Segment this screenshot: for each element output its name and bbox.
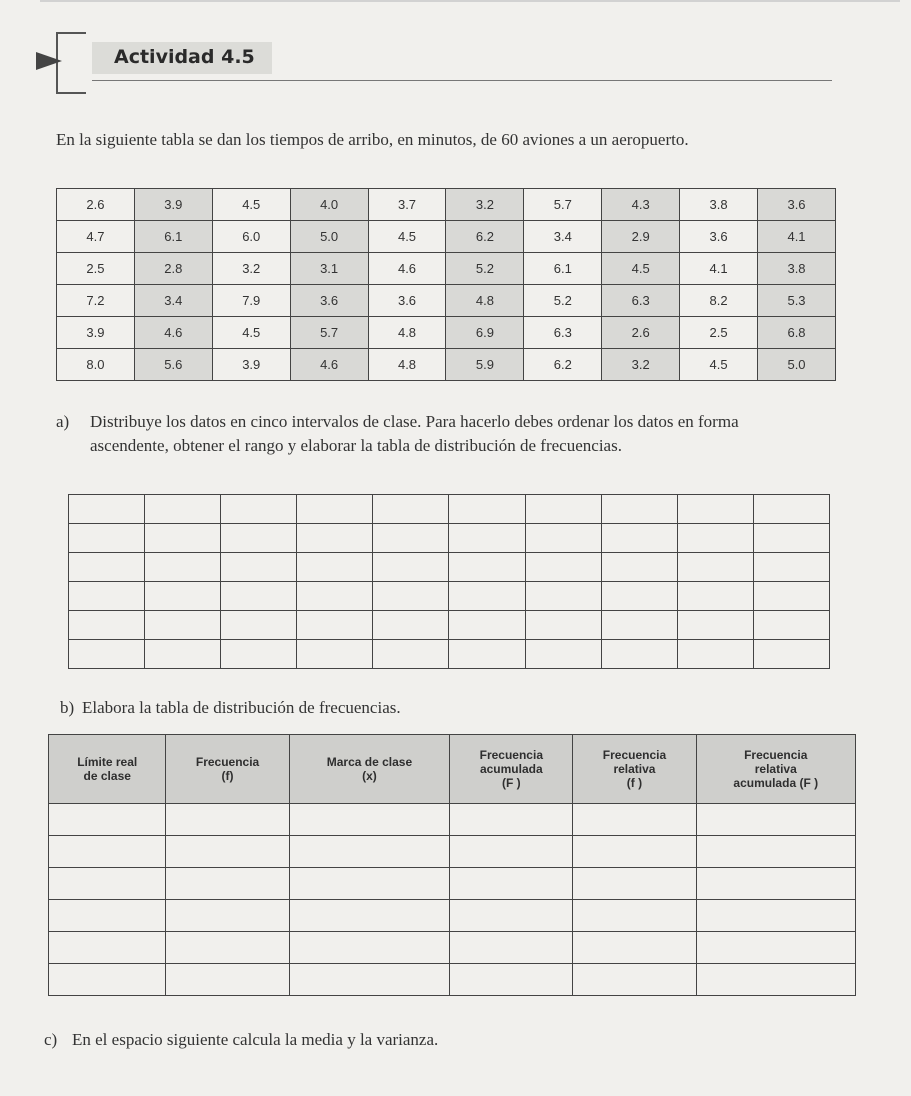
freq-cell[interactable] — [573, 804, 696, 836]
blank-cell[interactable] — [677, 524, 753, 553]
freq-header-line: Frecuencia — [479, 748, 543, 762]
blank-cell[interactable] — [753, 611, 829, 640]
blank-cell[interactable] — [373, 582, 449, 611]
freq-cell[interactable] — [696, 932, 855, 964]
blank-cell[interactable] — [601, 611, 677, 640]
data-cell: 3.4 — [134, 285, 212, 317]
data-cell: 4.3 — [602, 189, 680, 221]
data-cell: 4.8 — [368, 317, 446, 349]
blank-cell[interactable] — [297, 524, 373, 553]
blank-cell[interactable] — [69, 611, 145, 640]
data-cell: 4.5 — [680, 349, 758, 381]
data-row — [57, 317, 836, 349]
data-cell: 4.5 — [212, 189, 290, 221]
freq-cell[interactable] — [696, 964, 855, 996]
freq-cell[interactable] — [696, 868, 855, 900]
blank-cell[interactable] — [449, 582, 525, 611]
freq-cell[interactable] — [573, 836, 696, 868]
freq-header-cell — [289, 735, 450, 804]
data-cell: 4.6 — [134, 317, 212, 349]
freq-cell[interactable] — [289, 964, 450, 996]
data-cell: 8.2 — [680, 285, 758, 317]
frequency-header-row — [49, 735, 856, 804]
blank-cell[interactable] — [221, 524, 297, 553]
blank-row — [69, 640, 830, 669]
blank-cell[interactable] — [373, 524, 449, 553]
blank-cell[interactable] — [373, 611, 449, 640]
blank-cell[interactable] — [525, 524, 601, 553]
freq-header-line: Frecuencia — [602, 748, 667, 762]
part-a-line-2: ascendente, obtener el rango y elaborar la tabla de distribución de frecuencias. — [90, 436, 622, 455]
data-cell: 5.3 — [758, 285, 836, 317]
data-cell: 3.9 — [212, 349, 290, 381]
blank-cell[interactable] — [753, 524, 829, 553]
blank-cell[interactable] — [297, 495, 373, 524]
freq-cell[interactable] — [289, 932, 450, 964]
blank-cell[interactable] — [69, 640, 145, 669]
blank-cell[interactable] — [373, 495, 449, 524]
data-cell: 4.8 — [368, 349, 446, 381]
blank-cell[interactable] — [601, 524, 677, 553]
data-cell: 4.5 — [602, 253, 680, 285]
data-cell: 7.9 — [212, 285, 290, 317]
freq-header-line: Marca de clase — [326, 755, 413, 769]
activity-title: Actividad 4.5 — [114, 46, 255, 68]
data-cell: 4.0 — [290, 189, 368, 221]
freq-header-cell — [49, 735, 166, 804]
blank-cell[interactable] — [525, 611, 601, 640]
freq-cell[interactable] — [573, 964, 696, 996]
data-cell: 3.8 — [680, 189, 758, 221]
freq-cell[interactable] — [289, 900, 450, 932]
freq-cell[interactable] — [450, 868, 573, 900]
blank-row — [69, 611, 830, 640]
blank-cell[interactable] — [221, 495, 297, 524]
data-cell: 6.3 — [602, 285, 680, 317]
data-row — [57, 349, 836, 381]
blank-cell[interactable] — [373, 553, 449, 582]
blank-cell[interactable] — [677, 640, 753, 669]
data-cell: 4.1 — [758, 221, 836, 253]
freq-cell[interactable] — [289, 868, 450, 900]
data-cell: 4.5 — [212, 317, 290, 349]
data-cell: 4.8 — [446, 285, 524, 317]
freq-cell[interactable] — [450, 900, 573, 932]
blank-cell[interactable] — [677, 611, 753, 640]
data-cell: 5.7 — [290, 317, 368, 349]
freq-cell[interactable] — [166, 868, 289, 900]
blank-row — [69, 553, 830, 582]
data-cell: 6.3 — [524, 317, 602, 349]
data-cell: 6.1 — [524, 253, 602, 285]
blank-cell[interactable] — [449, 524, 525, 553]
freq-header-cell — [696, 735, 855, 804]
freq-cell[interactable] — [573, 900, 696, 932]
data-cell: 6.0 — [212, 221, 290, 253]
data-cell: 3.9 — [134, 189, 212, 221]
blank-cell[interactable] — [677, 495, 753, 524]
data-cell: 2.6 — [602, 317, 680, 349]
freq-row — [49, 964, 856, 996]
blank-cell[interactable] — [145, 640, 221, 669]
freq-header-line: de clase — [83, 769, 131, 783]
data-cell: 3.6 — [758, 189, 836, 221]
blank-cell[interactable] — [69, 524, 145, 553]
data-cell: 4.6 — [368, 253, 446, 285]
data-row — [57, 253, 836, 285]
freq-header-line: Frecuencia — [195, 755, 260, 769]
part-b-label: b) — [60, 698, 75, 717]
freq-row — [49, 868, 856, 900]
frequency-table[interactable] — [48, 734, 856, 996]
freq-cell[interactable] — [49, 932, 166, 964]
data-cell: 5.2 — [524, 285, 602, 317]
freq-row — [49, 836, 856, 868]
part-b-text: Elabora la tabla de distribución de frecuencias. — [82, 698, 401, 717]
blank-cell[interactable] — [449, 611, 525, 640]
freq-cell[interactable] — [166, 900, 289, 932]
freq-header-line: (f ) — [626, 776, 643, 790]
data-cell: 4.5 — [368, 221, 446, 253]
freq-cell[interactable] — [166, 804, 289, 836]
blank-cell[interactable] — [525, 582, 601, 611]
blank-cell[interactable] — [69, 582, 145, 611]
data-cell: 6.1 — [134, 221, 212, 253]
blank-cell[interactable] — [753, 553, 829, 582]
part-c-label: c) — [44, 1030, 58, 1049]
blank-cell[interactable] — [525, 640, 601, 669]
freq-cell[interactable] — [450, 964, 573, 996]
freq-cell[interactable] — [573, 932, 696, 964]
blank-cell[interactable] — [601, 495, 677, 524]
blank-row — [69, 524, 830, 553]
freq-row — [49, 932, 856, 964]
freq-cell[interactable] — [49, 964, 166, 996]
freq-cell[interactable] — [289, 836, 450, 868]
blank-cell[interactable] — [525, 495, 601, 524]
data-cell: 2.9 — [602, 221, 680, 253]
freq-header-cell — [166, 735, 289, 804]
freq-row — [49, 900, 856, 932]
blank-cell[interactable] — [145, 553, 221, 582]
data-cell: 6.2 — [524, 349, 602, 381]
data-cell: 2.5 — [57, 253, 135, 285]
blank-grid-table[interactable] — [68, 494, 830, 669]
blank-cell[interactable] — [449, 553, 525, 582]
blank-cell[interactable] — [145, 524, 221, 553]
data-cell: 2.6 — [57, 189, 135, 221]
freq-cell[interactable] — [49, 868, 166, 900]
data-cell: 6.8 — [758, 317, 836, 349]
blank-cell[interactable] — [221, 640, 297, 669]
freq-cell[interactable] — [166, 964, 289, 996]
data-cell: 5.0 — [290, 221, 368, 253]
part-c-text: En el espacio siguiente calcula la media y la varianza. — [72, 1030, 439, 1049]
freq-cell[interactable] — [49, 804, 166, 836]
freq-cell[interactable] — [573, 868, 696, 900]
blank-cell[interactable] — [753, 495, 829, 524]
data-cell: 3.6 — [680, 221, 758, 253]
blank-row — [69, 582, 830, 611]
data-cell: 3.6 — [290, 285, 368, 317]
blank-cell[interactable] — [753, 640, 829, 669]
data-cell: 3.2 — [212, 253, 290, 285]
freq-cell[interactable] — [696, 804, 855, 836]
freq-header-line: (f) — [221, 769, 234, 783]
freq-row — [49, 804, 856, 836]
blank-cell[interactable] — [297, 611, 373, 640]
blank-cell[interactable] — [221, 611, 297, 640]
blank-row — [69, 495, 830, 524]
freq-header-line: acumulada — [479, 762, 543, 776]
data-cell: 6.9 — [446, 317, 524, 349]
blank-cell[interactable] — [753, 582, 829, 611]
arrow-icon — [36, 52, 62, 70]
freq-header-line: acumulada (F ) — [733, 776, 819, 790]
freq-header-line: Frecuencia — [744, 748, 808, 762]
freq-header-line: (F ) — [501, 776, 521, 790]
freq-cell[interactable] — [450, 804, 573, 836]
data-row — [57, 189, 836, 221]
freq-cell[interactable] — [166, 836, 289, 868]
freq-cell[interactable] — [696, 900, 855, 932]
freq-cell[interactable] — [289, 804, 450, 836]
blank-cell[interactable] — [601, 582, 677, 611]
freq-cell[interactable] — [450, 932, 573, 964]
data-cell: 3.1 — [290, 253, 368, 285]
data-cell: 6.2 — [446, 221, 524, 253]
freq-header-line: (x) — [362, 769, 377, 783]
data-cell: 3.9 — [57, 317, 135, 349]
freq-header-line: relativa — [754, 762, 797, 776]
data-cell: 3.6 — [368, 285, 446, 317]
data-cell: 3.2 — [446, 189, 524, 221]
freq-cell[interactable] — [49, 836, 166, 868]
data-cell: 2.5 — [680, 317, 758, 349]
top-edge-line — [40, 0, 900, 2]
blank-cell[interactable] — [601, 553, 677, 582]
part-a-line-1: Distribuye los datos en cinco intervalos de clase. Para hacerlo debes ordenar los datos en forma — [90, 412, 739, 431]
blank-cell[interactable] — [449, 495, 525, 524]
data-cell: 4.1 — [680, 253, 758, 285]
freq-cell[interactable] — [166, 932, 289, 964]
data-cell: 7.2 — [57, 285, 135, 317]
data-cell: 5.0 — [758, 349, 836, 381]
blank-cell[interactable] — [297, 553, 373, 582]
blank-cell[interactable] — [69, 495, 145, 524]
intro-text: En la siguiente tabla se dan los tiempos de arribo, en minutos, de 60 aviones a un aeropuerto. — [56, 130, 689, 149]
blank-cell[interactable] — [601, 640, 677, 669]
part-a-label: a) — [56, 412, 70, 431]
freq-header-cell — [573, 735, 696, 804]
data-row — [57, 221, 836, 253]
title-rule — [92, 80, 832, 81]
blank-cell[interactable] — [449, 640, 525, 669]
blank-cell[interactable] — [525, 553, 601, 582]
data-cell: 5.9 — [446, 349, 524, 381]
data-cell: 4.6 — [290, 349, 368, 381]
data-cell: 5.2 — [446, 253, 524, 285]
data-cell: 8.0 — [57, 349, 135, 381]
blank-cell[interactable] — [221, 553, 297, 582]
freq-cell[interactable] — [450, 836, 573, 868]
blank-cell[interactable] — [145, 611, 221, 640]
data-cell: 4.7 — [57, 221, 135, 253]
blank-cell[interactable] — [677, 553, 753, 582]
data-row — [57, 285, 836, 317]
freq-header-line: relativa — [613, 762, 656, 776]
data-cell: 3.7 — [368, 189, 446, 221]
data-cell: 2.8 — [134, 253, 212, 285]
freq-header-line: Límite real — [77, 755, 138, 769]
blank-cell[interactable] — [373, 640, 449, 669]
data-cell: 3.8 — [758, 253, 836, 285]
data-cell: 5.7 — [524, 189, 602, 221]
blank-cell[interactable] — [221, 582, 297, 611]
data-cell: 3.2 — [602, 349, 680, 381]
blank-cell[interactable] — [297, 640, 373, 669]
data-cell: 3.4 — [524, 221, 602, 253]
arrival-times-table — [56, 188, 836, 381]
blank-cell[interactable] — [297, 582, 373, 611]
freq-cell[interactable] — [696, 836, 855, 868]
freq-header-cell — [450, 735, 573, 804]
blank-cell[interactable] — [145, 582, 221, 611]
blank-cell[interactable] — [677, 582, 753, 611]
blank-cell[interactable] — [69, 553, 145, 582]
data-cell: 5.6 — [134, 349, 212, 381]
blank-cell[interactable] — [145, 495, 221, 524]
freq-cell[interactable] — [49, 900, 166, 932]
